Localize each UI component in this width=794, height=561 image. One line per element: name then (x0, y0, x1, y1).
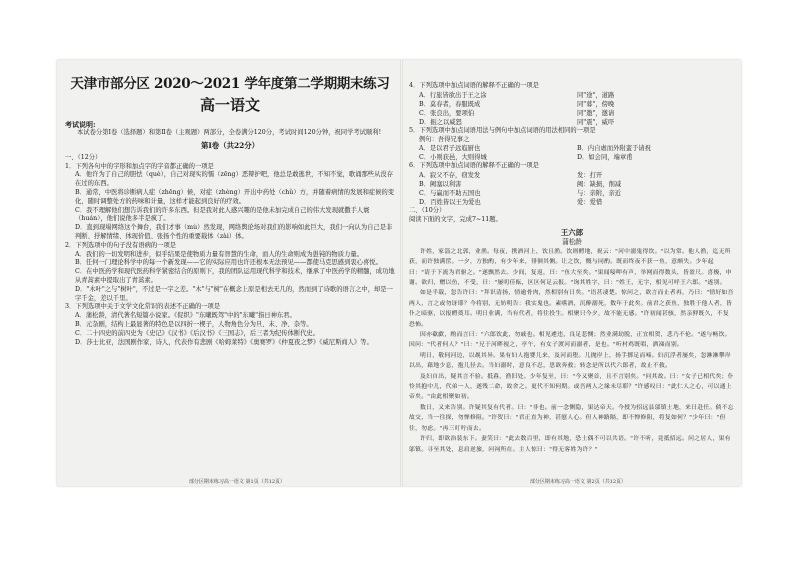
option-text: B．阙塞以利害 (419, 181, 462, 189)
option-gloss: 爱：爱惜 (577, 199, 603, 207)
exam-title: 天津市部分区 2020～2021 学年度第二学期期末练习 (70, 76, 390, 92)
option-text: C．小则获邑，大则得城 (419, 154, 487, 162)
question-1-option: D．直到现場网络这个舞台，我们才事（mù）然发现，网络舆论场对我们的影响如此巨大，我们一向认为自己是非判断、抒解情绪、体现价值、张扬个性的重要载体（zài）体。 (75, 224, 393, 240)
question-3-stem: 3．下列选项中关于文学文化常识的表述不正确的一项是 (65, 303, 221, 311)
classical-paragraph: 许姓，家淄之北郭，业渔。每夜，携酒河上，饮且渔。饮则酹地，祝云："河中溺鬼得饮。"以为常。他人渔，迄无所获，而许独满筐。一夕，方独酌，有少年来，徘徊其侧。让之饮，慨与同酌。既而终夜不获一鱼，意颇失。少年起曰："请于下流为君驱之。"遂飘然去。少间，复返，曰："鱼大至矣。"果闻唼呷有声，举网而得数头，皆盈尺。喜极，申谢。欲归，赠以鱼，不受，曰："屡叨佳酝，区区何足云报。"询其姓字，曰："姓王，无字，相见可呼王六郎。"遂别。 (409, 248, 732, 286)
question-4-option (409, 100, 735, 109)
reading-intro: 阅读下面的文字，完成7~11题。 (409, 215, 502, 223)
section-title: 第Ⅰ卷（共22分） (200, 140, 260, 150)
question-5-options (409, 144, 735, 153)
question-2-option: D．"木叶"之与"树叶"，不过是一字之差。"木"与"树"在概念上原是相去无几的，然而到了诗歌的语言之中，却是一字千金，差以千里。 (75, 285, 393, 302)
classical-paragraph: 许归，即欲治装东下。妻笑曰："此去数百里，即有其地，恐土偶不可以共语。"许不听，竟抵招远。问之居人，果有邬镇。寻至其处，息肩逆旅，问祠所在。主人惊曰："得无客姓为许？" (409, 436, 731, 453)
question-4-stem: 4．下列选项中加点词语的解释不正确的一项是 (409, 82, 539, 89)
option-gloss: 同"暮"，傍晚 (577, 100, 615, 108)
question-6-stem: 6．下列选项中加点词语的解释不正确的一项是 (409, 162, 539, 170)
classical-text-title: 王六郎 (560, 227, 584, 237)
option-text: C．张良出，要项伯 (419, 109, 475, 117)
option-gloss: 阙：缺损，削减 (577, 181, 622, 189)
question-1-option: B．通常，中医将诊断病人症（zhēng）候，对症（zhèng）开出中药处（chǔ）方，并随着病情的发展和症候的变化，随时调整处方的药味和计量，这样才能起到良好的疗效。 (75, 188, 395, 205)
part-two-label: 二、（10分） (409, 207, 446, 215)
exam-subtitle: 高一语文 (199, 96, 260, 114)
question-3-option: A．蒲松龄，清代著名短篇小说家。《促织》"东曦既驾"中的"东曦"指日神东君。 (75, 312, 296, 320)
question-5-example: 例句：吾得兄事之 (419, 135, 470, 143)
question-2-option: C．在中医药学和现代医药科学紧密结合的原则下，我的团队运用现代科学和技术，继承了中医药学的精髓，成功地从青蒿素中提取出了青蒿素。 (75, 268, 395, 284)
question-6-option (409, 189, 735, 198)
question-4-option (409, 118, 735, 127)
question-1-option: A．他许为了自己的胆怯（què），自己对现实的懦（zēng）恶辩护吧，他总是敢逃世，不知不觉，歌诵那些从没存在过的东西。 (75, 171, 393, 188)
classical-paragraph: 明日，敬伺河边，以觇其异。果有妇人抱婴儿来，及河而堕。儿抛岸上，扬手掷足而啼。妇沉浮者屡矣，忽淋淋攀岸以出，藉地少息，抱儿径去。当妇溺时，意良不忍，思欲奔救；转念是所以代六郎者，故止不救。 (409, 352, 731, 370)
option-gloss: 与：亲附，亲近 (577, 190, 622, 198)
question-4-option (409, 91, 735, 100)
question-2-stem: 2．下列选项中的句子没有语病的一项是 (65, 241, 177, 249)
question-4-option (409, 109, 735, 118)
question-6-option (409, 171, 735, 180)
question-3-option: C．二十四史的前四史为《史记》《汉书》《后汉书》《三国志》，后三者为纪传体断代史。 (75, 329, 320, 337)
question-1-option: C．我不理解他们想告诉我们的许多东西。但是我对此人感兴趣的是他未加完成自己的伟大发现就撒手人寰（huán），他们说他多半是疯了。 (75, 206, 370, 223)
option-text: A．是以君子远庖厨也 (419, 145, 481, 153)
option-text: D．振之以威怒 (419, 118, 462, 126)
option-gloss: 同"途"，道路 (577, 91, 615, 99)
question-3-option: D．莎士比亚，法国剧作家，诗人，代表作有悲剧《哈姆莱特》《奥赛罗》《仲夏夜之梦》《威尼斯商人》等。 (75, 338, 373, 346)
question-3-option: B．元杂剧，结构上最显著的特色是以四折一楔子，人物角色分为旦、末、净、杂等。 (75, 320, 313, 328)
option-text: B．莫春者，春服既成 (419, 100, 481, 108)
classical-text-author: 蒲松龄 (562, 237, 582, 246)
option-text: A．寂父不存，窃发发 (419, 172, 481, 180)
page-footer-right: 部分区期末练习高一语文 第2页（共12页） (529, 479, 627, 485)
option-text: D．如会同，端章甫 (577, 154, 633, 162)
question-5-stem: 5．下列选项中加点词语用法与例句中加点词语的用法相同的一项是 (409, 126, 596, 134)
classical-paragraph: 数日，又来告别。许疑其复有代者。曰："非也。前一念恻隐，果达帝天。今授为招远县邬镇土地，来日赴任。倘不忘故交，当一往探，勿惮修阻。"许贺曰："君正直为神，甚慰人心。但人神路隔，即不惮修阻，将复如何？"少年曰："但往，勿虑。"再三叮咛而去。 (409, 404, 734, 432)
option-text: C．与赢而不助五国也 (419, 190, 481, 198)
classical-paragraph: 如是半载，忽告许曰："拜识清扬，情逾骨肉，然相别有日矣。"语甚凄楚。惊问之，欲言而止者再，乃曰："情好如吾两人，言之或勿讶耶？今将别，无妨明告：我实鬼也。素嗜酒，沉醉溺死，数年于此矣。前君之获鱼，独胜于他人者，皆仆之暗驱，以报酹奠耳。明日业满，当有代者，将往投生。相聚只今夕，故不能无感。"许初闻甚骇，然亲狎既久，不复恐怖。 (409, 290, 734, 328)
page-footer-left: 部分区期末练习高一语文 第1页（共12页） (188, 479, 286, 485)
instructions-text: 本试卷分第Ⅰ卷（选择题）和第Ⅱ卷（主观题）两部分，全卷满分120分，考试时间120分钟，祝同学考试顺利! (77, 129, 382, 136)
classical-paragraph: 及妇自出，疑其言不验。抵暮，渔旧处。少年复至，曰："今又聚首，且不言别矣。"问其故。曰："女子已相代矣；仆怜其抱中儿，代弟一人，遂残二命，故舍之。更代不知何期。或吾两人之缘未尽耶？"许感叹曰："此仁人之心，可以通上帝矣。"由此相聚如初。 (409, 373, 734, 401)
option-text: A．行旅皆欲出于王之涂 (419, 91, 487, 99)
exam-page-right (403, 60, 741, 486)
scanned-exam-photo (57, 60, 741, 486)
question-6-option (409, 180, 735, 189)
question-1-stem: 1．下列各句中的字形和加点字的字音都正确的一项是 (65, 162, 214, 170)
option-text: B．内自虐而外附蛮于请祝 (577, 145, 651, 153)
option-gloss: 同"震"，威吓 (577, 118, 615, 126)
exam-page-left (57, 60, 401, 486)
instructions-label: 考试说明: (65, 120, 96, 129)
part-one-label: 一、（12分） (65, 153, 102, 161)
option-gloss: 发：打开 (577, 172, 603, 180)
classical-paragraph: 因亦欷歔，酌而言曰："六郎饮此，勿戚也。相见遽违，良足悲恻；然业满劫脱，正宜相贺，悲乃不伦。"遂与畅饮。因问："代者何人？"曰："兄于河畔视之，亭午，有女子渡河而溺者，是也。"听村鸡既唱，洒涕而别。 (409, 332, 731, 349)
question-6-option (409, 198, 735, 207)
question-2-option: A．我们的一切发明和进步，似乎结果是使物质力量有智慧的生命，而人的生命则成为愚钝的物质力量。 (75, 250, 363, 258)
option-gloss: 同"邀"，邀请 (577, 109, 615, 117)
option-text: D．百姓皆以王为爱也 (419, 199, 481, 207)
question-2-option: B．任何一门理论科学中的每一个新发现——它的实际应用也许还根本无法预见——都使马克思感到衷心喜悦。 (75, 259, 382, 267)
